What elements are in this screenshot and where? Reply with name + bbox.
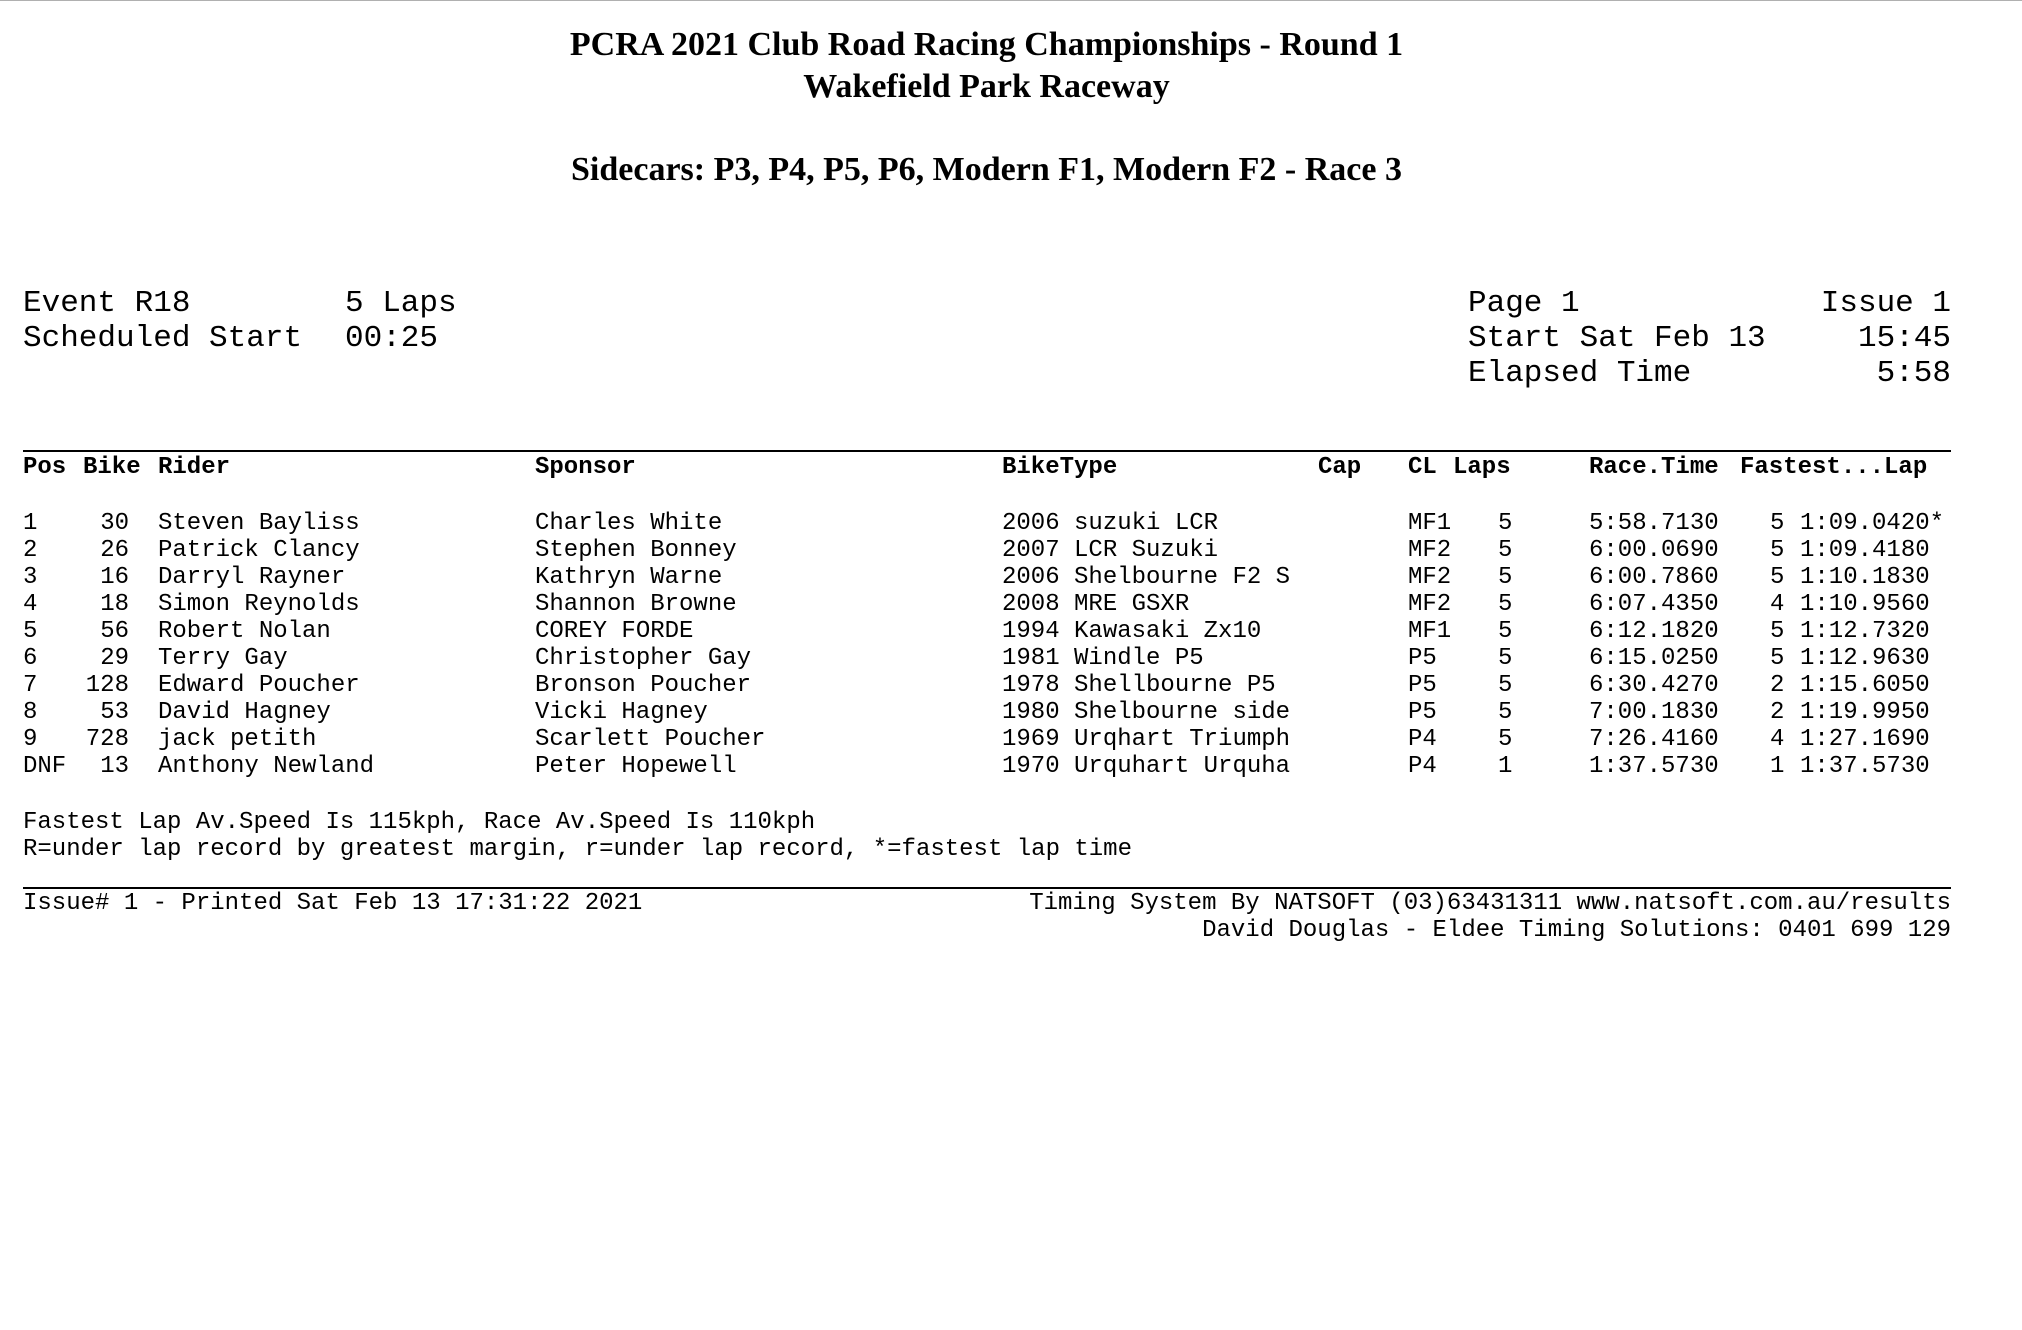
elapsed-time: 5:58: [1876, 356, 1951, 391]
cell-pos: 8: [23, 699, 38, 726]
cell-bike: 728: [85, 726, 129, 753]
cell-rider: Simon Reynolds: [158, 591, 360, 618]
championship-title: PCRA 2021 Club Road Racing Championships - Round 1: [569, 26, 1404, 63]
footer-rule: [23, 887, 1951, 889]
col-pos: Pos: [23, 454, 67, 481]
cell-rider: Anthony Newland: [158, 753, 375, 780]
elapsed-label: Elapsed Time: [1468, 356, 1692, 391]
cell-pos: DNF: [23, 753, 67, 780]
cell-fastest-time: 1:12.9630: [1800, 645, 1930, 672]
cell-sponsor: Shannon Browne: [535, 591, 737, 618]
col-sponsor: Sponsor: [535, 454, 636, 481]
cell-bike: 128: [85, 672, 129, 699]
cell-cl: MF1: [1408, 618, 1452, 645]
cell-fastest-time: 1:15.6050: [1800, 672, 1930, 699]
scheduled-start-label: Scheduled Start: [23, 321, 303, 356]
speed-note: Fastest Lap Av.Speed Is 115kph, Race Av.Speed Is 110kph: [23, 809, 816, 836]
cell-laps: 5: [1498, 537, 1513, 564]
cell-race-time: 6:00.7860: [1589, 564, 1719, 591]
cell-cl: P5: [1408, 699, 1437, 726]
cell-biketype: 1969 Urqhart Triumph: [1002, 726, 1291, 753]
col-laps: Laps: [1453, 454, 1511, 481]
event-label: Event R18: [23, 286, 191, 321]
cell-race-time: 6:07.4350: [1589, 591, 1719, 618]
cell-race-time: 1:37.5730: [1589, 753, 1719, 780]
cell-sponsor: Peter Hopewell: [535, 753, 737, 780]
cell-biketype: 1980 Shelbourne side: [1002, 699, 1291, 726]
cell-bike: 16: [100, 564, 129, 591]
cell-sponsor: COREY FORDE: [535, 618, 694, 645]
cell-pos: 1: [23, 510, 38, 537]
record-legend: R=under lap record by greatest margin, r=under lap record, *=fastest lap time: [23, 836, 1132, 863]
cell-biketype: 2006 Shelbourne F2 S: [1002, 564, 1291, 591]
cell-laps: 5: [1498, 564, 1513, 591]
cell-rider: Patrick Clancy: [158, 537, 360, 564]
cell-pos: 6: [23, 645, 38, 672]
cell-cl: P5: [1408, 645, 1437, 672]
cell-fastest-lap-no: 5: [1770, 618, 1785, 645]
cell-fastest-time: 1:19.9950: [1800, 699, 1930, 726]
cell-rider: Terry Gay: [158, 645, 288, 672]
table-row: [0, 726, 2022, 753]
cell-cl: P5: [1408, 672, 1437, 699]
cell-biketype: 1970 Urquhart Urquha: [1002, 753, 1291, 780]
cell-bike: 29: [100, 645, 129, 672]
cell-rider: David Hagney: [158, 699, 331, 726]
timing-system-credit: Timing System By NATSOFT (03)63431311 www.natsoft.com.au/results: [1029, 890, 1951, 917]
top-border: [0, 0, 2022, 1]
cell-cl: MF2: [1408, 591, 1452, 618]
col-cap: Cap: [1318, 454, 1362, 481]
cell-laps: 1: [1498, 753, 1513, 780]
cell-sponsor: Vicki Hagney: [535, 699, 708, 726]
start-time: 15:45: [1857, 321, 1951, 356]
cell-rider: Robert Nolan: [158, 618, 331, 645]
cell-pos: 4: [23, 591, 38, 618]
cell-bike: 13: [100, 753, 129, 780]
cell-pos: 3: [23, 564, 38, 591]
cell-pos: 5: [23, 618, 38, 645]
cell-sponsor: Charles White: [535, 510, 723, 537]
cell-biketype: 1981 Windle P5: [1002, 645, 1204, 672]
cell-pos: 7: [23, 672, 38, 699]
venue-title: Wakefield Park Raceway: [803, 68, 1170, 105]
cell-cl: MF2: [1408, 537, 1452, 564]
issue-label: Issue 1: [1820, 286, 1951, 321]
cell-bike: 26: [100, 537, 129, 564]
cell-race-time: 6:30.4270: [1589, 672, 1719, 699]
cell-laps: 5: [1498, 699, 1513, 726]
table-row: [0, 564, 2022, 591]
cell-bike: 53: [100, 699, 129, 726]
table-row: [0, 699, 2022, 726]
cell-fastest-lap-no: 2: [1770, 699, 1785, 726]
cell-laps: 5: [1498, 672, 1513, 699]
laps-label: 5 Laps: [345, 286, 457, 321]
cell-bike: 30: [100, 510, 129, 537]
cell-race-time: 7:00.1830: [1589, 699, 1719, 726]
cell-pos: 2: [23, 537, 38, 564]
cell-cl: P4: [1408, 753, 1437, 780]
col-biketype: BikeType: [1002, 454, 1118, 481]
table-row: [0, 672, 2022, 699]
cell-fastest-time: 1:10.1830: [1800, 564, 1930, 591]
cell-fastest-time: 1:10.9560: [1800, 591, 1930, 618]
cell-pos: 9: [23, 726, 38, 753]
start-label: Start Sat Feb 13: [1468, 321, 1766, 356]
cell-fastest-lap-no: 5: [1770, 564, 1785, 591]
cell-laps: 5: [1498, 726, 1513, 753]
cell-biketype: 1994 Kawasaki Zx10: [1002, 618, 1262, 645]
cell-race-time: 5:58.7130: [1589, 510, 1719, 537]
cell-rider: Edward Poucher: [158, 672, 360, 699]
cell-rider: jack petith: [158, 726, 317, 753]
cell-fastest-lap-no: 5: [1770, 510, 1785, 537]
cell-race-time: 7:26.4160: [1589, 726, 1719, 753]
race-title: Sidecars: P3, P4, P5, P6, Modern F1, Modern F2 - Race 3: [571, 151, 1402, 188]
col-rider: Rider: [158, 454, 231, 481]
cell-rider: Steven Bayliss: [158, 510, 360, 537]
cell-sponsor: Christopher Gay: [535, 645, 752, 672]
table-row: [0, 591, 2022, 618]
cell-fastest-time: 1:12.7320: [1800, 618, 1930, 645]
cell-fastest-time: 1:37.5730: [1800, 753, 1930, 780]
scheduled-start-time: 00:25: [345, 321, 439, 356]
cell-race-time: 6:12.1820: [1589, 618, 1719, 645]
header-rule: [23, 450, 1951, 452]
cell-fastest-time: 1:27.1690: [1800, 726, 1930, 753]
col-cl: CL: [1408, 454, 1437, 481]
col-fastest-lap: Fastest...Lap: [1740, 454, 1928, 481]
cell-cl: MF1: [1408, 510, 1452, 537]
cell-cl: MF2: [1408, 564, 1452, 591]
timing-contact: David Douglas - Eldee Timing Solutions: 0401 699 129: [1202, 917, 1951, 944]
table-row: [0, 537, 2022, 564]
cell-fastest-lap-no: 4: [1770, 726, 1785, 753]
cell-bike: 56: [100, 618, 129, 645]
cell-bike: 18: [100, 591, 129, 618]
cell-race-time: 6:15.0250: [1589, 645, 1719, 672]
cell-laps: 5: [1498, 591, 1513, 618]
printed-stamp: Issue# 1 - Printed Sat Feb 13 17:31:22 2021: [23, 890, 643, 917]
cell-cl: P4: [1408, 726, 1437, 753]
cell-biketype: 2008 MRE GSXR: [1002, 591, 1190, 618]
cell-fastest-lap-no: 4: [1770, 591, 1785, 618]
col-race-time: Race.Time: [1589, 454, 1719, 481]
table-row: [0, 645, 2022, 672]
cell-laps: 5: [1498, 645, 1513, 672]
cell-sponsor: Stephen Bonney: [535, 537, 737, 564]
cell-laps: 5: [1498, 618, 1513, 645]
cell-fastest-lap-no: 5: [1770, 537, 1785, 564]
cell-fastest-time: 1:09.0420*: [1800, 510, 1945, 537]
cell-biketype: 2007 LCR Suzuki: [1002, 537, 1219, 564]
table-row: [0, 618, 2022, 645]
cell-sponsor: Scarlett Poucher: [535, 726, 766, 753]
cell-fastest-lap-no: 5: [1770, 645, 1785, 672]
cell-fastest-lap-no: 1: [1770, 753, 1785, 780]
cell-race-time: 6:00.0690: [1589, 537, 1719, 564]
cell-biketype: 2006 suzuki LCR: [1002, 510, 1219, 537]
page-label: Page 1: [1468, 286, 1580, 321]
cell-fastest-lap-no: 2: [1770, 672, 1785, 699]
cell-biketype: 1978 Shellbourne P5: [1002, 672, 1276, 699]
cell-sponsor: Kathryn Warne: [535, 564, 723, 591]
cell-rider: Darryl Rayner: [158, 564, 346, 591]
cell-laps: 5: [1498, 510, 1513, 537]
cell-fastest-time: 1:09.4180: [1800, 537, 1930, 564]
table-row: [0, 510, 2022, 537]
table-row: [0, 753, 2022, 780]
cell-sponsor: Bronson Poucher: [535, 672, 752, 699]
col-bike: Bike: [83, 454, 141, 481]
